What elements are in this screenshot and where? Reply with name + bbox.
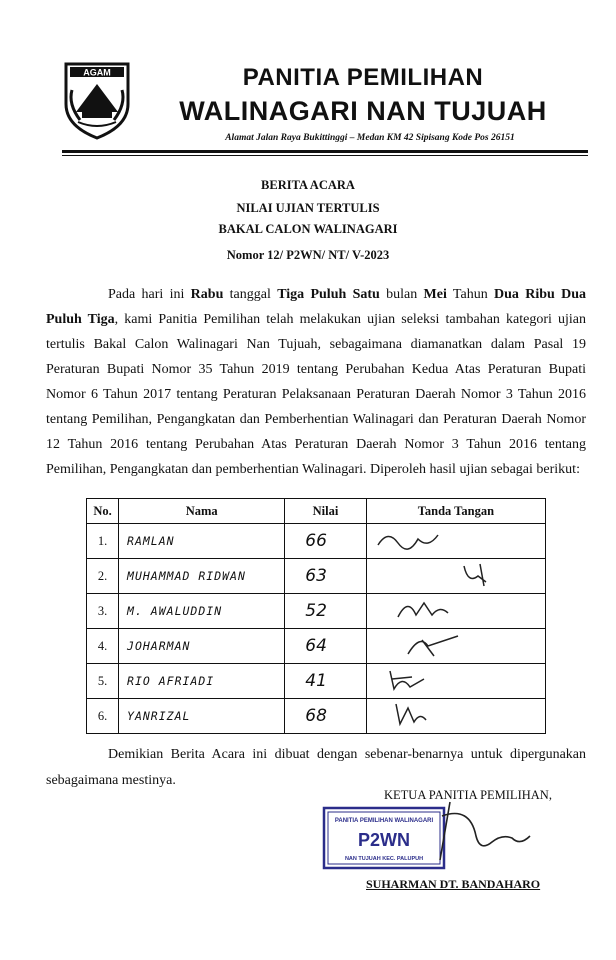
row-score: 68 — [285, 699, 366, 734]
org-address: Alamat Jalan Raya Bukittinggi – Medan KM 42 Sipisang Kode Pos 26151 — [225, 133, 515, 143]
header-score: Nilai — [285, 499, 366, 524]
doc-number: Nomor 12/ P2WN/ NT/ V-2023 — [226, 248, 390, 262]
header-signature: Tanda Tangan — [366, 499, 545, 524]
row-signature — [366, 594, 545, 629]
chairman-signature-icon — [380, 796, 560, 866]
row-no: 2. — [87, 559, 119, 594]
row-name: YANRIZAL — [119, 699, 285, 734]
handwritten-signature-icon — [368, 665, 538, 693]
table-row — [87, 559, 546, 594]
row-no: 6. — [87, 699, 119, 734]
row-name: RIO AFRIADI — [119, 664, 285, 699]
handwritten-signature-icon — [368, 700, 538, 728]
header-no: No. — [87, 499, 119, 524]
row-name: MUHAMMAD RIDWAN — [119, 559, 285, 594]
stamp-bottom-text: NAN TUJUAH KEC. PALUPUH — [344, 856, 424, 862]
agam-regency-logo-icon — [62, 60, 132, 140]
row-no: 3. — [87, 594, 119, 629]
stamp-mid-text: P2WN — [357, 830, 411, 850]
row-no: 5. — [87, 664, 119, 699]
body-paragraph: Pada hari ini Rabu tanggal Tiga Puluh Satu bulan Mei Tahun Dua Ribu Dua Puluh Tiga, kami Panitia Pemilihan telah melakukan ujian seleksi tambahan kategori ujian tertulis Bakal Calon Walinagari Nan Tujuah, sebagaimana diamanatkan dalam Pasal 19 Peraturan Bupati Nomor 35 Tahun 2019 tentang Perubahan Kedua Atas Peraturan Bupati Nomor 6 Tahun 2017 tentang Peraturan Pelaksanaan Peraturan Daerah Nomor 3 Tahun 2016 tentang Pemilihan, Pengangkatan dan Pemberhentian Walinagari dan Peraturan Daerah Nomor 12 Tahun 2016 tentang Perubahan Atas Peraturan Daerah Nomor 3 Tahun 2016 tentang Pemilihan, Pengangkatan dan pemberhentian Walinagari. Diperoleh hasil ujian sebagai berikut: — [46, 287, 587, 477]
signer-title: KETUA PANITIA PEMILIHAN, — [384, 788, 552, 802]
closing-paragraph: Demikian Berita Acara ini dibuat dengan sebenar-benarnya untuk dipergunakan sebagaimana mestinya. — [46, 747, 586, 788]
row-name: RAMLAN — [119, 524, 285, 559]
row-score: 66 — [285, 524, 366, 559]
results-table — [86, 498, 546, 734]
handwritten-signature-icon — [368, 525, 538, 553]
stamp-top-text: PANITIA PEMILIHAN WALINAGARI — [334, 818, 434, 824]
row-signature — [366, 559, 545, 594]
handwritten-signature-icon — [368, 560, 538, 588]
org-name-line1: PANITIA PEMILIHAN — [242, 64, 484, 91]
table-row — [87, 629, 546, 664]
header-name: Nama — [119, 499, 285, 524]
row-score: 63 — [285, 559, 366, 594]
table-row — [87, 524, 546, 559]
row-name: M. AWALUDDIN — [119, 594, 285, 629]
org-name-line2: WALINAGARI NAN TUJUAH — [179, 96, 547, 126]
signer-name: SUHARMAN DT. BANDAHARO — [366, 877, 541, 891]
letterhead-rule-thin — [62, 155, 588, 156]
row-score: 64 — [285, 629, 366, 664]
doc-subtitle: NILAI UJIAN TERTULIS — [236, 201, 380, 215]
row-signature — [366, 629, 545, 664]
table-header-row — [87, 499, 546, 524]
row-no: 1. — [87, 524, 119, 559]
row-signature — [366, 699, 545, 734]
row-signature — [366, 524, 545, 559]
handwritten-signature-icon — [368, 630, 538, 658]
doc-title: BERITA ACARA — [261, 178, 355, 192]
table-row — [87, 594, 546, 629]
row-score: 41 — [285, 664, 366, 699]
doc-subtitle-2: BAKAL CALON WALINAGARI — [218, 222, 398, 236]
letterhead-rule — [62, 150, 588, 153]
row-no: 4. — [87, 629, 119, 664]
table-row — [87, 664, 546, 699]
row-signature — [366, 664, 545, 699]
logo-text: AGAM — [83, 67, 111, 78]
row-name: JOHARMAN — [119, 629, 285, 664]
row-score: 52 — [285, 594, 366, 629]
handwritten-signature-icon — [368, 595, 538, 623]
table-row — [87, 699, 546, 734]
